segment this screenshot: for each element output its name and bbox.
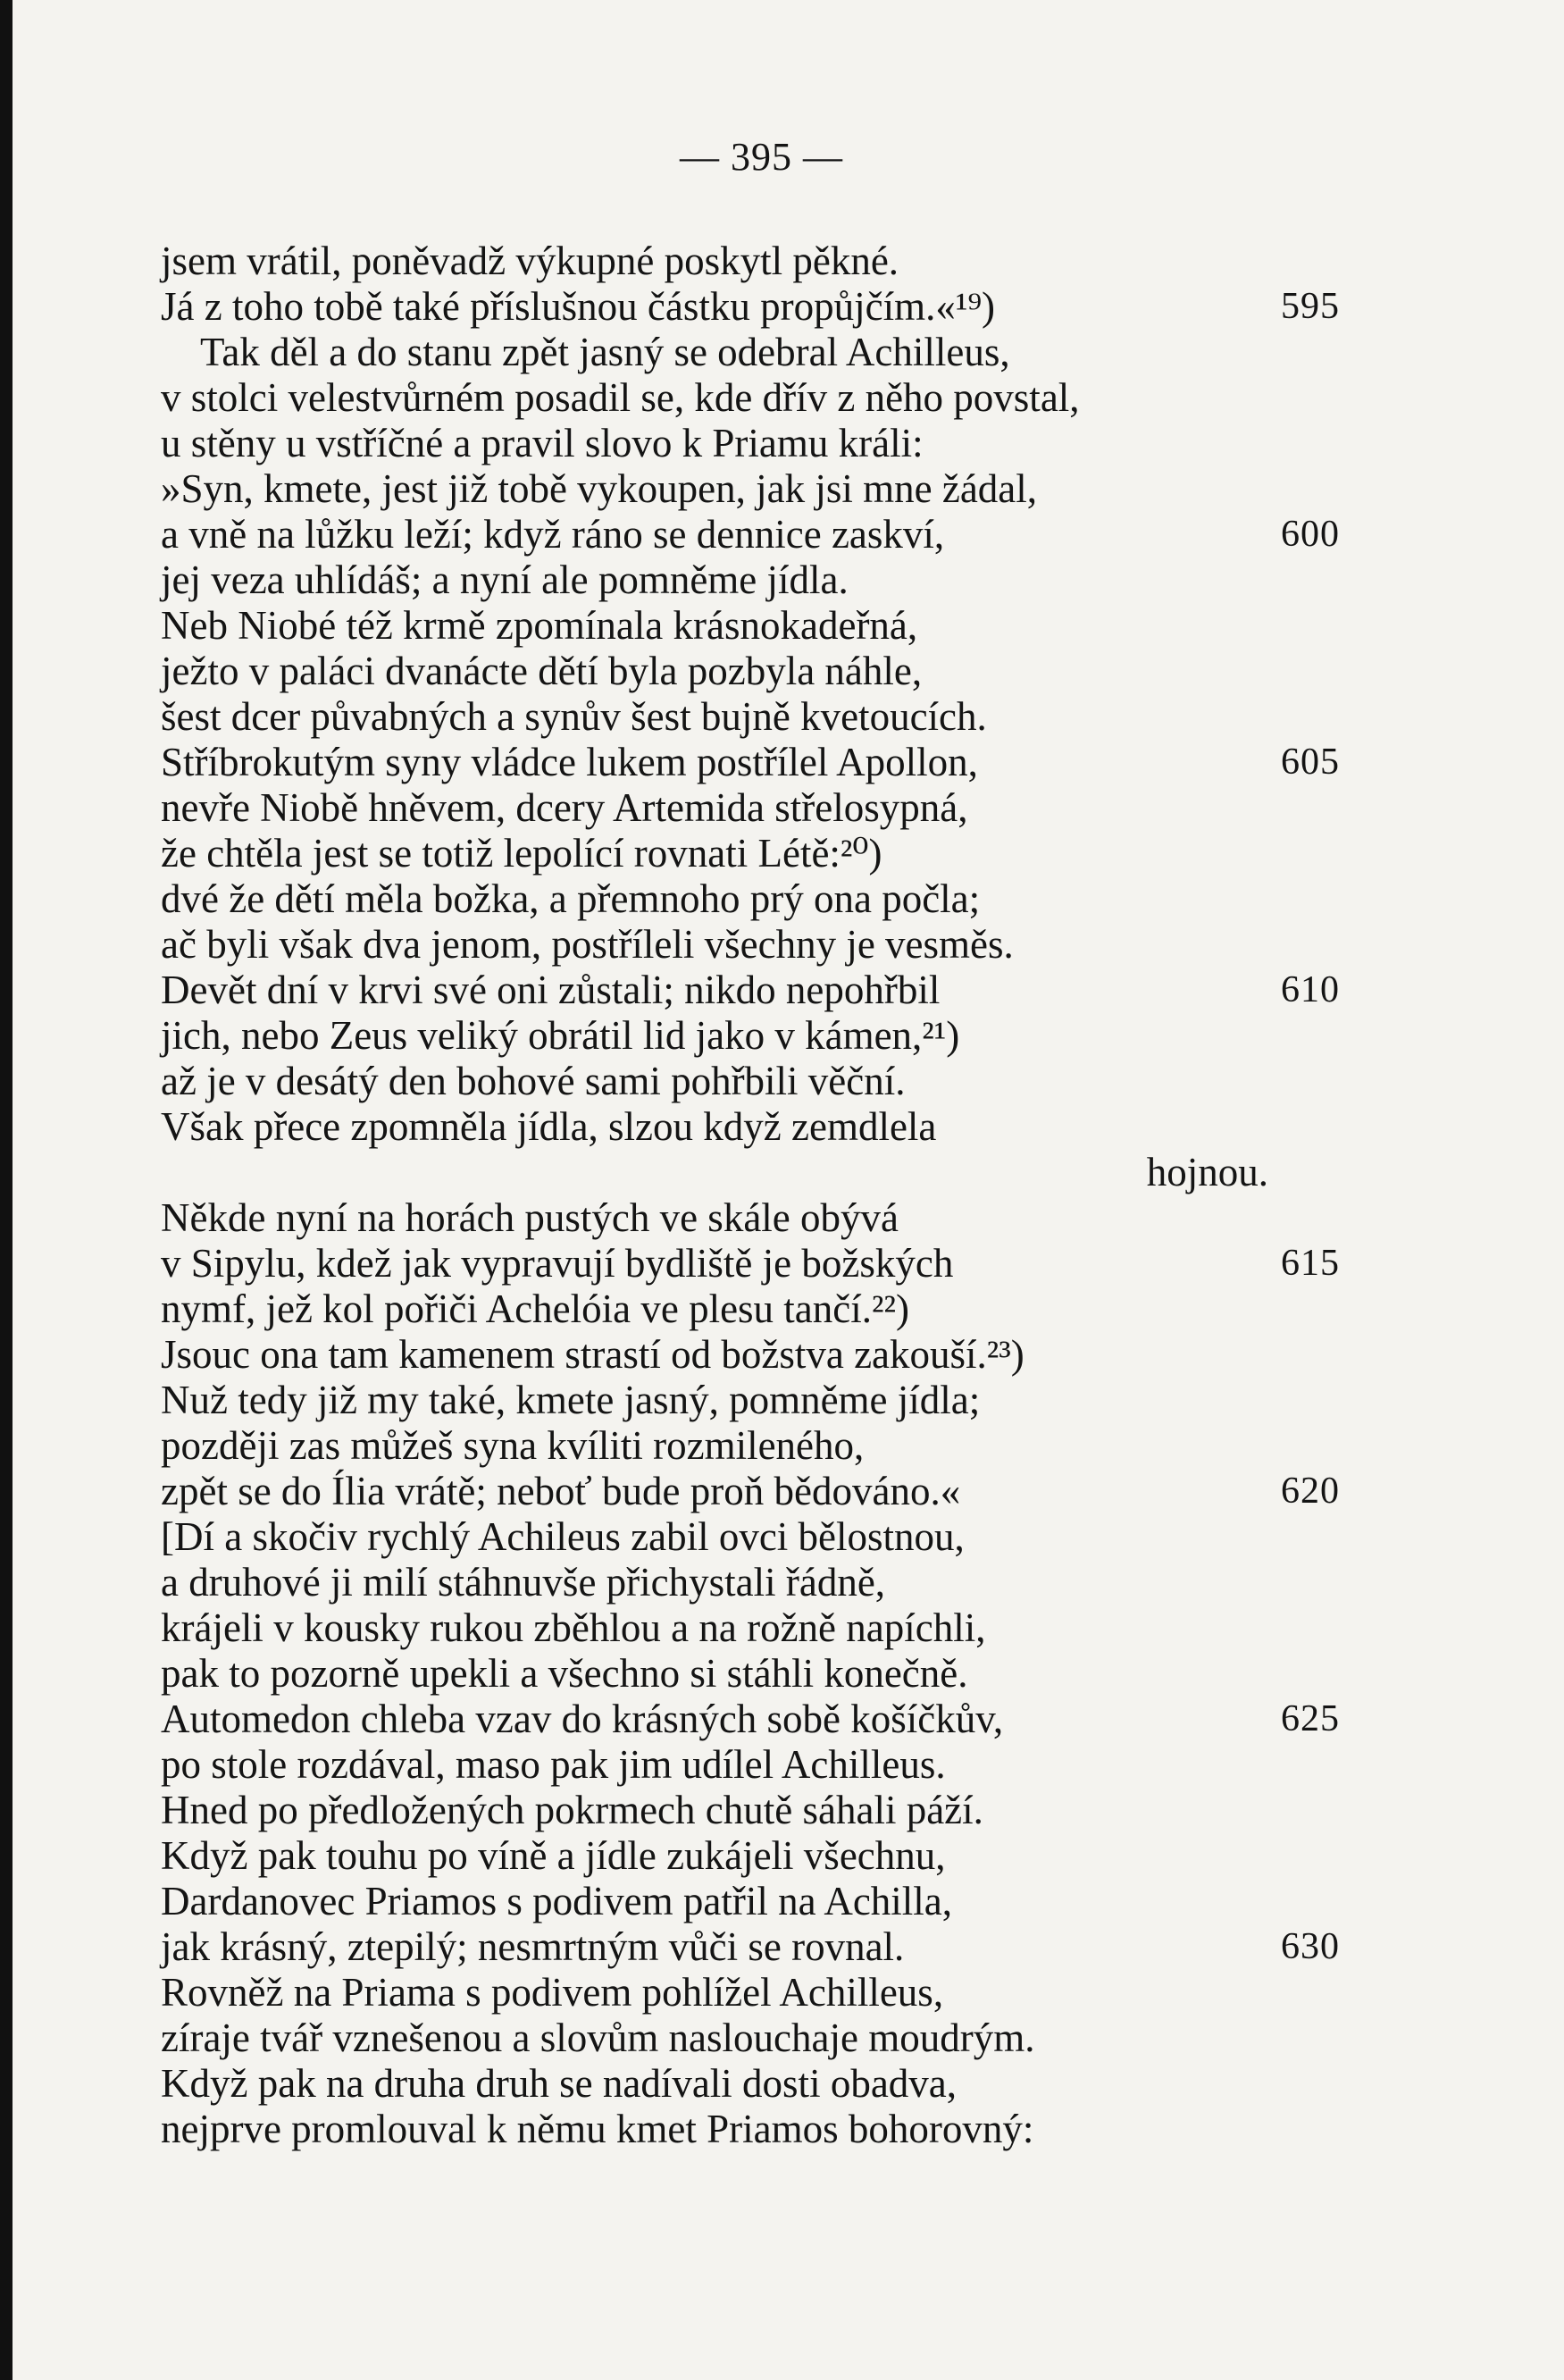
verse-text: a druhové ji milí stáhnuvše přichystali řádně, xyxy=(161,1560,886,1605)
verse-line xyxy=(161,694,1268,740)
verse-text: Když pak na druha druh se nadívali dosti obadva, xyxy=(161,2061,958,2106)
verse-line xyxy=(161,1970,1268,2015)
verse-line xyxy=(161,2061,1268,2107)
verse-line xyxy=(161,421,1268,466)
verse-line xyxy=(161,740,1340,785)
verse-text: Když pak touhu po víně a jídle zukájeli všechnu, xyxy=(161,1833,946,1878)
line-number: 605 xyxy=(1281,742,1340,783)
verse-text: a vně na lůžku leží; když ráno se dennice zaskví, xyxy=(161,512,945,557)
verse-text: u stěny u vstříčné a pravil slovo k Priamu králi: xyxy=(161,421,924,465)
poem-text xyxy=(161,239,1340,2152)
line-number: 620 xyxy=(1281,1471,1340,1512)
verse-text: Někde nyní na horách pustých ve skále obývá xyxy=(161,1195,899,1240)
verse-text: Jsouc ona tam kamenem strastí od božstva zakouší.²³) xyxy=(161,1332,1025,1377)
verse-text: Však přece zpomněla jídla, slzou když zemdlela xyxy=(161,1104,937,1149)
verse-text: nymf, jež kol pořiči Achelóia ve plesu tančí.²²) xyxy=(161,1286,909,1331)
verse-line xyxy=(161,466,1268,512)
verse-line xyxy=(161,831,1268,876)
verse-text: krájeli v kousky rukou zběhlou a na rožně napíchli, xyxy=(161,1605,986,1650)
verse-text: pak to pozorně upekli a všechno si stáhli konečně. xyxy=(161,1651,968,1696)
line-number: 600 xyxy=(1281,514,1340,555)
verse-text: zpět se do Ília vrátě; neboť bude proň bědováno.« xyxy=(161,1469,961,1513)
verse-text: jsem vrátil, poněvadž výkupné poskytl pěkné. xyxy=(161,239,899,283)
verse-line xyxy=(161,968,1340,1013)
verse-text: až je v desátý den bohové sami pohřbili věční. xyxy=(161,1059,906,1103)
verse-line xyxy=(161,1697,1340,1742)
scan-edge xyxy=(0,0,13,2380)
verse-line xyxy=(161,1924,1340,1970)
verse-line xyxy=(161,1104,1268,1150)
verse-line xyxy=(161,649,1268,694)
verse-text: dvé že dětí měla božka, a přemnoho prý ona počla; xyxy=(161,876,981,921)
line-number: 630 xyxy=(1281,1926,1340,1967)
verse-line xyxy=(161,1195,1268,1241)
verse-text: zíraje tvář vznešenou a slovům naslouchaje moudrým. xyxy=(161,2015,1035,2060)
verse-text: Stříbrokutým syny vládce lukem postřílel Apollon, xyxy=(161,740,978,784)
verse-line xyxy=(161,1150,1268,1195)
verse-line xyxy=(161,1059,1268,1104)
verse-text: později zas můžeš syna kvíliti rozmileného, xyxy=(161,1423,865,1468)
verse-text: Hned po předložených pokrmech chutě sáhali páží. xyxy=(161,1788,983,1832)
verse-text: ježto v paláci dvanácte dětí byla pozbyla náhle, xyxy=(161,649,923,693)
verse-line xyxy=(161,557,1268,603)
line-number: 595 xyxy=(1281,286,1340,327)
verse-line xyxy=(161,1469,1340,1514)
verse-text: hojnou. xyxy=(1146,1150,1268,1194)
verse-text: Devět dní v krvi své oni zůstali; nikdo nepohřbil xyxy=(161,968,941,1012)
verse-text: »Syn, kmete, jest již tobě vykoupen, jak jsi mne žádal, xyxy=(161,466,1038,511)
verse-line xyxy=(161,603,1268,649)
verse-text: [Dí a skočiv rychlý Achileus zabil ovci bělostnou, xyxy=(161,1514,965,1559)
verse-text: jich, nebo Zeus veliký obrátil lid jako v kámen,²¹) xyxy=(161,1013,960,1058)
verse-line xyxy=(161,512,1340,557)
verse-text: v stolci velestvůrném posadil se, kde dřív z něho povstal, xyxy=(161,375,1080,420)
verse-line xyxy=(161,239,1268,284)
verse-line xyxy=(161,330,1268,375)
verse-line xyxy=(161,876,1268,922)
verse-text: nejprve promlouval k němu kmet Priamos bohorovný: xyxy=(161,2107,1034,2151)
verse-text: Dardanovec Priamos s podivem patřil na Achilla, xyxy=(161,1879,953,1923)
verse-line xyxy=(161,1560,1268,1605)
verse-line xyxy=(161,1742,1268,1788)
page-number: — 395 — xyxy=(680,135,843,179)
verse-text: jej veza uhlídáš; a nyní ale pomněme jídla. xyxy=(161,557,849,602)
verse-line xyxy=(161,1332,1268,1378)
verse-line xyxy=(161,1879,1268,1924)
verse-text: jak krásný, ztepilý; nesmrtným vůči se rovnal. xyxy=(161,1924,905,1969)
verse-line xyxy=(161,284,1340,330)
verse-text: že chtěla jest se totiž lepolící rovnati Létě:²⁰) xyxy=(161,831,882,876)
verse-text: Nuž tedy již my také, kmete jasný, pomněme jídla; xyxy=(161,1378,981,1422)
verse-text: nevře Niobě hněvem, dcery Artemida střelosypná, xyxy=(161,785,968,830)
verse-text: Automedon chleba vzav do krásných sobě košíčkův, xyxy=(161,1697,1004,1741)
verse-text: ač byli však dva jenom, postříleli všechny je vesměs. xyxy=(161,922,1014,967)
verse-text: po stole rozdával, maso pak jim udílel Achilleus. xyxy=(161,1742,946,1787)
verse-text: Neb Niobé též krmě zpomínala krásnokadeřná, xyxy=(161,603,918,648)
verse-line xyxy=(161,1013,1268,1059)
verse-line xyxy=(161,1378,1268,1423)
verse-text: šest dcer půvabných a synův šest bujně kvetoucích. xyxy=(161,694,987,739)
verse-line xyxy=(161,2107,1268,2152)
book-page xyxy=(13,0,1564,2380)
verse-line xyxy=(161,1286,1268,1332)
verse-line xyxy=(161,375,1268,421)
line-number: 615 xyxy=(1281,1243,1340,1284)
line-number: 610 xyxy=(1281,969,1340,1010)
line-number: 625 xyxy=(1281,1698,1340,1739)
verse-line xyxy=(161,1605,1268,1651)
verse-text: Tak děl a do stanu zpět jasný se odebral Achilleus, xyxy=(200,330,1010,374)
verse-line xyxy=(161,1833,1268,1879)
verse-text: Já z toho tobě také příslušnou částku propůjčím.«¹⁹) xyxy=(161,284,995,329)
verse-line xyxy=(161,785,1268,831)
verse-line xyxy=(161,1241,1340,1286)
verse-line xyxy=(161,1514,1268,1560)
verse-text: Rovněž na Priama s podivem pohlížel Achilleus, xyxy=(161,1970,944,2015)
verse-line xyxy=(161,2015,1268,2061)
verse-line xyxy=(161,1651,1268,1697)
verse-text: v Sipylu, kdež jak vypravují bydliště je božských xyxy=(161,1241,954,1286)
verse-line xyxy=(161,922,1268,968)
verse-line xyxy=(161,1423,1268,1469)
verse-line xyxy=(161,1788,1268,1833)
